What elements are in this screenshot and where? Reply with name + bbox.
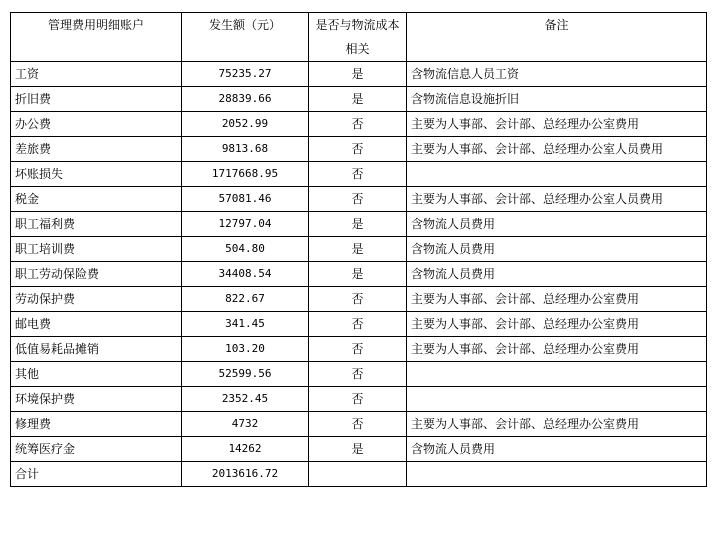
cell-account: 其他 [11,362,182,387]
cell-account: 统筹医疗金 [11,437,182,462]
table-row [11,237,707,262]
cell-note: 主要为人事部、会计部、总经理办公室费用 [407,337,707,362]
cell-related: 是 [309,237,407,262]
table-row [11,62,707,87]
table-row [11,412,707,437]
table-body [11,62,707,487]
cell-account: 修理费 [11,412,182,437]
cell-note [407,362,707,387]
cell-related: 是 [309,262,407,287]
cell-account: 环境保护费 [11,387,182,412]
table-row [11,362,707,387]
cell-note: 主要为人事部、会计部、总经理办公室费用 [407,287,707,312]
cell-related: 否 [309,187,407,212]
cell-related: 否 [309,287,407,312]
cell-related [309,462,407,487]
cell-note: 含物流人员费用 [407,262,707,287]
cell-account: 工资 [11,62,182,87]
table-row [11,212,707,237]
cell-amount: 822.67 [182,287,309,312]
header-amount: 发生额（元） [182,13,309,62]
table-row [11,112,707,137]
cell-account: 办公费 [11,112,182,137]
table-row [11,437,707,462]
header-account: 管理费用明细账户 [11,13,182,62]
cell-related: 否 [309,112,407,137]
cell-account: 劳动保护费 [11,287,182,312]
table-row [11,337,707,362]
cell-account: 差旅费 [11,137,182,162]
cell-note: 主要为人事部、会计部、总经理办公室费用 [407,312,707,337]
cell-note [407,462,707,487]
cell-amount: 75235.27 [182,62,309,87]
cell-account: 折旧费 [11,87,182,112]
cell-account: 职工福利费 [11,212,182,237]
cell-related: 是 [309,212,407,237]
cell-account: 低值易耗品摊销 [11,337,182,362]
cell-note: 含物流信息人员工资 [407,62,707,87]
cell-account: 合计 [11,462,182,487]
cell-related: 是 [309,437,407,462]
cell-account: 职工培训费 [11,237,182,262]
cell-related: 否 [309,312,407,337]
cell-account: 邮电费 [11,312,182,337]
cell-amount: 9813.68 [182,137,309,162]
cell-amount: 2352.45 [182,387,309,412]
cell-amount: 2052.99 [182,112,309,137]
table-row [11,312,707,337]
header-related: 是否与物流成本相关 [309,13,407,62]
cell-account: 坏账损失 [11,162,182,187]
cell-amount: 1717668.95 [182,162,309,187]
cell-note [407,387,707,412]
cell-note: 含物流人员费用 [407,437,707,462]
cell-note: 含物流人员费用 [407,237,707,262]
cell-account: 税金 [11,187,182,212]
cell-amount: 28839.66 [182,87,309,112]
table-row [11,262,707,287]
table-row [11,287,707,312]
cell-amount: 4732 [182,412,309,437]
cell-related: 否 [309,137,407,162]
cell-amount: 52599.56 [182,362,309,387]
cell-related: 否 [309,387,407,412]
cell-amount: 2013616.72 [182,462,309,487]
table-header-row [11,13,707,62]
cell-related: 否 [309,337,407,362]
cell-related: 是 [309,87,407,112]
table-row [11,87,707,112]
cell-note: 主要为人事部、会计部、总经理办公室费用 [407,112,707,137]
table-row [11,187,707,212]
cell-related: 否 [309,412,407,437]
table-row [11,387,707,412]
table-row [11,137,707,162]
cell-note: 含物流信息设施折旧 [407,87,707,112]
cell-note: 主要为人事部、会计部、总经理办公室人员费用 [407,187,707,212]
table-row [11,462,707,487]
cell-amount: 504.80 [182,237,309,262]
cell-related: 是 [309,62,407,87]
cell-note [407,162,707,187]
cell-amount: 14262 [182,437,309,462]
cell-note: 主要为人事部、会计部、总经理办公室费用 [407,412,707,437]
table-row [11,162,707,187]
cell-related: 否 [309,162,407,187]
cell-amount: 12797.04 [182,212,309,237]
expense-table-container [10,12,707,487]
cell-amount: 57081.46 [182,187,309,212]
cell-amount: 103.20 [182,337,309,362]
cell-related: 否 [309,362,407,387]
cell-amount: 341.45 [182,312,309,337]
cell-account: 职工劳动保险费 [11,262,182,287]
header-note: 备注 [407,13,707,62]
cell-note: 主要为人事部、会计部、总经理办公室人员费用 [407,137,707,162]
management-expense-table [10,12,707,487]
cell-amount: 34408.54 [182,262,309,287]
cell-note: 含物流人员费用 [407,212,707,237]
